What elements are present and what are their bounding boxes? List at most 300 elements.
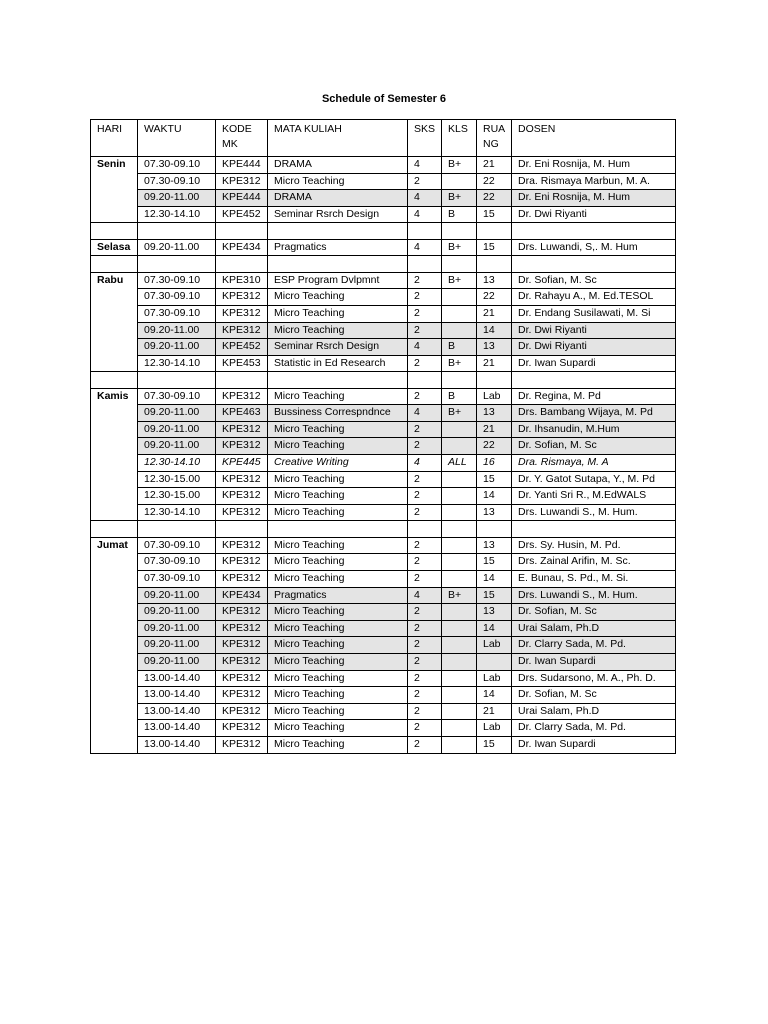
cell-dosen: Drs. Luwandi S., M. Hum. — [512, 587, 676, 604]
cell-sks: 4 — [408, 587, 442, 604]
table-row — [91, 173, 676, 190]
spacer-cell — [442, 256, 477, 272]
cell-hari: Senin — [91, 157, 138, 174]
spacer-cell — [268, 521, 408, 537]
cell-waktu: 09.20-11.00 — [138, 190, 216, 207]
cell-kode-mk: KPE452 — [216, 339, 268, 356]
cell-hari — [91, 289, 138, 306]
cell-waktu: 07.30-09.10 — [138, 554, 216, 571]
cell-hari — [91, 587, 138, 604]
table-row — [91, 687, 676, 704]
spacer-row — [91, 223, 676, 239]
cell-ruang: 15 — [477, 587, 512, 604]
cell-dosen: Dr. Iwan Supardi — [512, 654, 676, 671]
table-row — [91, 339, 676, 356]
cell-kls — [442, 173, 477, 190]
cell-mata-kuliah: Micro Teaching — [268, 687, 408, 704]
spacer-cell — [138, 372, 216, 388]
spacer-cell — [477, 256, 512, 272]
cell-kode-mk: KPE312 — [216, 471, 268, 488]
cell-kode-mk: KPE434 — [216, 239, 268, 256]
cell-dosen: Dr. Sofian, M. Sc — [512, 272, 676, 289]
cell-kls — [442, 488, 477, 505]
table-row — [91, 305, 676, 322]
table-row — [91, 604, 676, 621]
cell-kls: B+ — [442, 239, 477, 256]
cell-ruang: 13 — [477, 272, 512, 289]
header-ruang: RUA NG — [477, 120, 512, 157]
cell-sks: 2 — [408, 272, 442, 289]
cell-dosen: Urai Salam, Ph.D — [512, 620, 676, 637]
cell-sks: 2 — [408, 355, 442, 372]
cell-kls — [442, 438, 477, 455]
cell-kode-mk: KPE312 — [216, 488, 268, 505]
spacer-cell — [91, 521, 138, 537]
cell-kode-mk: KPE312 — [216, 670, 268, 687]
cell-sks: 2 — [408, 637, 442, 654]
cell-kls: B+ — [442, 355, 477, 372]
cell-waktu: 07.30-09.10 — [138, 388, 216, 405]
cell-mata-kuliah: Micro Teaching — [268, 554, 408, 571]
cell-ruang: 13 — [477, 405, 512, 422]
cell-mata-kuliah: Micro Teaching — [268, 654, 408, 671]
cell-hari: Kamis — [91, 388, 138, 405]
cell-sks: 2 — [408, 687, 442, 704]
cell-dosen: Urai Salam, Ph.D — [512, 703, 676, 720]
cell-sks: 2 — [408, 388, 442, 405]
cell-kls: B+ — [442, 272, 477, 289]
cell-dosen: Dr. Regina, M. Pd — [512, 388, 676, 405]
cell-kode-mk: KPE312 — [216, 637, 268, 654]
cell-sks: 2 — [408, 488, 442, 505]
cell-waktu: 09.20-11.00 — [138, 438, 216, 455]
cell-waktu: 13.00-14.40 — [138, 720, 216, 737]
cell-ruang: 21 — [477, 421, 512, 438]
table-row — [91, 720, 676, 737]
cell-dosen: Dr. Rahayu A., M. Ed.TESOL — [512, 289, 676, 306]
cell-ruang: Lab — [477, 388, 512, 405]
cell-dosen: Dr. Ihsanudin, M.Hum — [512, 421, 676, 438]
cell-sks: 2 — [408, 421, 442, 438]
cell-kode-mk: KPE312 — [216, 438, 268, 455]
cell-ruang: 21 — [477, 355, 512, 372]
spacer-cell — [408, 256, 442, 272]
cell-ruang: 14 — [477, 488, 512, 505]
spacer-cell — [512, 521, 676, 537]
spacer-cell — [442, 372, 477, 388]
table-row — [91, 322, 676, 339]
cell-kls — [442, 537, 477, 554]
cell-kode-mk: KPE312 — [216, 173, 268, 190]
table-row — [91, 388, 676, 405]
cell-ruang: 15 — [477, 206, 512, 223]
cell-sks: 2 — [408, 471, 442, 488]
cell-hari — [91, 504, 138, 521]
table-row — [91, 488, 676, 505]
cell-waktu: 12.30-15.00 — [138, 471, 216, 488]
spacer-cell — [268, 256, 408, 272]
cell-hari — [91, 438, 138, 455]
cell-sks: 2 — [408, 604, 442, 621]
cell-ruang: 21 — [477, 305, 512, 322]
spacer-cell — [442, 223, 477, 239]
cell-waktu: 12.30-14.10 — [138, 355, 216, 372]
cell-mata-kuliah: Micro Teaching — [268, 720, 408, 737]
table-header — [91, 120, 676, 157]
spacer-cell — [138, 256, 216, 272]
cell-ruang: Lab — [477, 720, 512, 737]
cell-mata-kuliah: Micro Teaching — [268, 736, 408, 753]
cell-kode-mk: KPE444 — [216, 190, 268, 207]
cell-mata-kuliah: ESP Program Dvlpmnt — [268, 272, 408, 289]
cell-kode-mk: KPE312 — [216, 388, 268, 405]
table-row — [91, 190, 676, 207]
table-row — [91, 504, 676, 521]
cell-waktu: 07.30-09.10 — [138, 173, 216, 190]
header-hari: HARI — [91, 120, 138, 157]
cell-kls: B+ — [442, 157, 477, 174]
cell-kls — [442, 703, 477, 720]
cell-kls — [442, 305, 477, 322]
cell-dosen: E. Bunau, S. Pd., M. Si. — [512, 571, 676, 588]
table-row — [91, 637, 676, 654]
header-sks: SKS — [408, 120, 442, 157]
cell-kode-mk: KPE312 — [216, 654, 268, 671]
table-row — [91, 438, 676, 455]
cell-sks: 4 — [408, 190, 442, 207]
table-row — [91, 355, 676, 372]
cell-dosen: Dr. Iwan Supardi — [512, 355, 676, 372]
cell-sks: 2 — [408, 554, 442, 571]
spacer-cell — [216, 372, 268, 388]
cell-dosen: Dra. Rismaya Marbun, M. A. — [512, 173, 676, 190]
cell-dosen: Dr. Sofian, M. Sc — [512, 687, 676, 704]
cell-mata-kuliah: Micro Teaching — [268, 670, 408, 687]
spacer-row — [91, 256, 676, 272]
cell-ruang: 14 — [477, 322, 512, 339]
cell-hari — [91, 720, 138, 737]
cell-dosen: Dr. Sofian, M. Sc — [512, 604, 676, 621]
cell-kode-mk: KPE312 — [216, 421, 268, 438]
cell-ruang: 22 — [477, 190, 512, 207]
cell-kode-mk: KPE312 — [216, 504, 268, 521]
cell-hari — [91, 620, 138, 637]
cell-ruang: Lab — [477, 637, 512, 654]
cell-hari — [91, 339, 138, 356]
page-title: Schedule of Semester 6 — [321, 93, 447, 105]
cell-ruang: Lab — [477, 670, 512, 687]
cell-dosen: Dr. Eni Rosnija, M. Hum — [512, 190, 676, 207]
table-body — [91, 157, 676, 754]
cell-kls: B+ — [442, 587, 477, 604]
table-row — [91, 455, 676, 472]
cell-ruang — [477, 654, 512, 671]
cell-kode-mk: KPE434 — [216, 587, 268, 604]
cell-kls — [442, 289, 477, 306]
spacer-cell — [442, 521, 477, 537]
header-mata-kuliah: MATA KULIAH — [268, 120, 408, 157]
cell-sks: 2 — [408, 670, 442, 687]
cell-ruang: 13 — [477, 339, 512, 356]
cell-sks: 4 — [408, 339, 442, 356]
table-row — [91, 206, 676, 223]
table-row — [91, 421, 676, 438]
cell-hari — [91, 471, 138, 488]
cell-mata-kuliah: Micro Teaching — [268, 488, 408, 505]
cell-mata-kuliah: Micro Teaching — [268, 173, 408, 190]
cell-hari — [91, 305, 138, 322]
cell-dosen: Dr. Clarry Sada, M. Pd. — [512, 720, 676, 737]
table-row — [91, 736, 676, 753]
cell-ruang: 15 — [477, 554, 512, 571]
header-waktu: WAKTU — [138, 120, 216, 157]
cell-kode-mk: KPE312 — [216, 687, 268, 704]
spacer-cell — [512, 256, 676, 272]
cell-waktu: 13.00-14.40 — [138, 670, 216, 687]
cell-mata-kuliah: Micro Teaching — [268, 289, 408, 306]
cell-dosen: Dr. Dwi Riyanti — [512, 339, 676, 356]
cell-waktu: 13.00-14.40 — [138, 703, 216, 720]
cell-kls — [442, 604, 477, 621]
spacer-cell — [408, 521, 442, 537]
cell-mata-kuliah: Seminar Rsrch Design — [268, 206, 408, 223]
cell-dosen: Dr. Iwan Supardi — [512, 736, 676, 753]
cell-waktu: 09.20-11.00 — [138, 654, 216, 671]
cell-ruang: 15 — [477, 736, 512, 753]
cell-mata-kuliah: DRAMA — [268, 157, 408, 174]
cell-dosen: Drs. Luwandi S., M. Hum. — [512, 504, 676, 521]
header-row — [91, 120, 676, 157]
cell-waktu: 12.30-15.00 — [138, 488, 216, 505]
cell-kode-mk: KPE312 — [216, 620, 268, 637]
cell-mata-kuliah: Creative Writing — [268, 455, 408, 472]
cell-hari: Jumat — [91, 537, 138, 554]
cell-kls — [442, 421, 477, 438]
spacer-cell — [91, 223, 138, 239]
schedule-table — [90, 119, 676, 754]
cell-kls — [442, 670, 477, 687]
cell-hari — [91, 604, 138, 621]
cell-sks: 2 — [408, 620, 442, 637]
cell-sks: 2 — [408, 720, 442, 737]
cell-dosen: Dr. Clarry Sada, M. Pd. — [512, 637, 676, 654]
cell-waktu: 07.30-09.10 — [138, 272, 216, 289]
cell-kode-mk: KPE312 — [216, 554, 268, 571]
table-row — [91, 272, 676, 289]
table-row — [91, 471, 676, 488]
cell-waktu: 07.30-09.10 — [138, 157, 216, 174]
table-row — [91, 157, 676, 174]
cell-kode-mk: KPE312 — [216, 736, 268, 753]
cell-hari — [91, 554, 138, 571]
cell-mata-kuliah: Micro Teaching — [268, 388, 408, 405]
cell-kls — [442, 471, 477, 488]
cell-kode-mk: KPE453 — [216, 355, 268, 372]
spacer-cell — [216, 256, 268, 272]
table-row — [91, 537, 676, 554]
cell-kls — [442, 736, 477, 753]
cell-kode-mk: KPE312 — [216, 289, 268, 306]
table-row — [91, 587, 676, 604]
cell-dosen: Dra. Rismaya, M. A — [512, 455, 676, 472]
cell-mata-kuliah: Pragmatics — [268, 587, 408, 604]
cell-hari — [91, 687, 138, 704]
cell-mata-kuliah: Micro Teaching — [268, 438, 408, 455]
spacer-cell — [408, 372, 442, 388]
cell-sks: 4 — [408, 405, 442, 422]
cell-ruang: 22 — [477, 289, 512, 306]
cell-kode-mk: KPE312 — [216, 322, 268, 339]
cell-sks: 2 — [408, 703, 442, 720]
cell-dosen: Dr. Eni Rosnija, M. Hum — [512, 157, 676, 174]
cell-waktu: 13.00-14.40 — [138, 687, 216, 704]
cell-hari — [91, 488, 138, 505]
cell-kls: B+ — [442, 190, 477, 207]
spacer-cell — [477, 372, 512, 388]
cell-sks: 2 — [408, 736, 442, 753]
cell-ruang: 21 — [477, 703, 512, 720]
cell-hari — [91, 322, 138, 339]
table-row — [91, 405, 676, 422]
cell-kode-mk: KPE312 — [216, 537, 268, 554]
cell-kls: ALL — [442, 455, 477, 472]
cell-waktu: 09.20-11.00 — [138, 322, 216, 339]
table-row — [91, 239, 676, 256]
table-row — [91, 654, 676, 671]
cell-ruang: 16 — [477, 455, 512, 472]
cell-hari — [91, 421, 138, 438]
cell-kls — [442, 322, 477, 339]
cell-ruang: 14 — [477, 687, 512, 704]
cell-sks: 2 — [408, 537, 442, 554]
cell-sks: 4 — [408, 239, 442, 256]
cell-mata-kuliah: Pragmatics — [268, 239, 408, 256]
cell-kls: B — [442, 339, 477, 356]
cell-hari — [91, 405, 138, 422]
cell-kode-mk: KPE312 — [216, 703, 268, 720]
cell-sks: 4 — [408, 206, 442, 223]
cell-hari — [91, 571, 138, 588]
spacer-cell — [91, 256, 138, 272]
table-row — [91, 289, 676, 306]
spacer-cell — [477, 521, 512, 537]
cell-waktu: 07.30-09.10 — [138, 537, 216, 554]
cell-hari: Rabu — [91, 272, 138, 289]
cell-ruang: 14 — [477, 620, 512, 637]
cell-mata-kuliah: Micro Teaching — [268, 421, 408, 438]
cell-waktu: 09.20-11.00 — [138, 421, 216, 438]
cell-ruang: 15 — [477, 471, 512, 488]
cell-dosen: Drs. Zainal Arifin, M. Sc. — [512, 554, 676, 571]
spacer-cell — [216, 521, 268, 537]
cell-hari — [91, 736, 138, 753]
cell-mata-kuliah: Micro Teaching — [268, 322, 408, 339]
spacer-cell — [216, 223, 268, 239]
cell-waktu: 13.00-14.40 — [138, 736, 216, 753]
cell-kode-mk: KPE310 — [216, 272, 268, 289]
spacer-cell — [138, 223, 216, 239]
cell-hari — [91, 173, 138, 190]
cell-mata-kuliah: Bussiness Correspndnce — [268, 405, 408, 422]
cell-kls — [442, 504, 477, 521]
cell-dosen: Dr. Dwi Riyanti — [512, 322, 676, 339]
cell-hari — [91, 654, 138, 671]
cell-waktu: 07.30-09.10 — [138, 305, 216, 322]
cell-kode-mk: KPE445 — [216, 455, 268, 472]
cell-mata-kuliah: Micro Teaching — [268, 604, 408, 621]
cell-dosen: Dr. Dwi Riyanti — [512, 206, 676, 223]
spacer-cell — [268, 223, 408, 239]
cell-mata-kuliah: Micro Teaching — [268, 504, 408, 521]
cell-mata-kuliah: Micro Teaching — [268, 637, 408, 654]
cell-mata-kuliah: Micro Teaching — [268, 537, 408, 554]
cell-hari — [91, 670, 138, 687]
cell-dosen: Dr. Y. Gatot Sutapa, Y., M. Pd — [512, 471, 676, 488]
cell-ruang: 13 — [477, 504, 512, 521]
cell-kls — [442, 637, 477, 654]
table-row — [91, 571, 676, 588]
cell-hari — [91, 190, 138, 207]
cell-kls: B — [442, 206, 477, 223]
spacer-cell — [268, 372, 408, 388]
cell-sks: 4 — [408, 157, 442, 174]
cell-kls — [442, 720, 477, 737]
cell-dosen: Drs. Sy. Husin, M. Pd. — [512, 537, 676, 554]
cell-waktu: 12.30-14.10 — [138, 504, 216, 521]
cell-ruang: 15 — [477, 239, 512, 256]
cell-dosen: Drs. Sudarsono, M. A., Ph. D. — [512, 670, 676, 687]
spacer-cell — [512, 372, 676, 388]
spacer-cell — [91, 372, 138, 388]
cell-sks: 2 — [408, 305, 442, 322]
cell-kode-mk: KPE312 — [216, 720, 268, 737]
cell-waktu: 09.20-11.00 — [138, 620, 216, 637]
cell-kls — [442, 687, 477, 704]
spacer-cell — [512, 223, 676, 239]
cell-kls: B — [442, 388, 477, 405]
cell-hari — [91, 455, 138, 472]
cell-sks: 4 — [408, 455, 442, 472]
cell-mata-kuliah: Micro Teaching — [268, 305, 408, 322]
cell-waktu: 09.20-11.00 — [138, 604, 216, 621]
cell-kls — [442, 654, 477, 671]
cell-kls: B+ — [442, 405, 477, 422]
table-row — [91, 620, 676, 637]
cell-ruang: 22 — [477, 173, 512, 190]
cell-mata-kuliah: Micro Teaching — [268, 471, 408, 488]
cell-ruang: 14 — [477, 571, 512, 588]
cell-waktu: 09.20-11.00 — [138, 405, 216, 422]
cell-kode-mk: KPE312 — [216, 604, 268, 621]
cell-dosen: Drs. Bambang Wijaya, M. Pd — [512, 405, 676, 422]
cell-kode-mk: KPE312 — [216, 571, 268, 588]
cell-ruang: 13 — [477, 604, 512, 621]
cell-waktu: 12.30-14.10 — [138, 206, 216, 223]
cell-waktu: 09.20-11.00 — [138, 239, 216, 256]
cell-mata-kuliah: Micro Teaching — [268, 620, 408, 637]
header-kode-mk: KODE MK — [216, 120, 268, 157]
spacer-row — [91, 521, 676, 537]
cell-kode-mk: KPE444 — [216, 157, 268, 174]
table-row — [91, 554, 676, 571]
cell-dosen: Dr. Endang Susilawati, M. Si — [512, 305, 676, 322]
cell-sks: 2 — [408, 322, 442, 339]
table-row — [91, 703, 676, 720]
cell-waktu: 09.20-11.00 — [138, 637, 216, 654]
spacer-cell — [138, 521, 216, 537]
cell-waktu: 07.30-09.10 — [138, 289, 216, 306]
cell-dosen: Dr. Yanti Sri R., M.EdWALS — [512, 488, 676, 505]
